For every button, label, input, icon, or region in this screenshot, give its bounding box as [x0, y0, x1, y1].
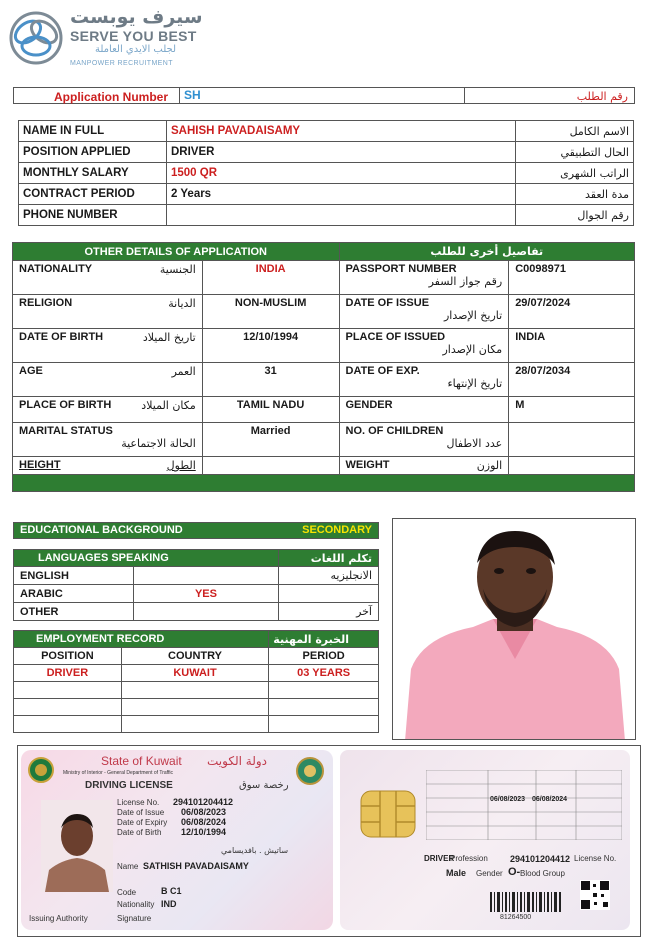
logo-english-name: SERVE YOU BEST [70, 28, 197, 44]
other-right-value: 29/07/2024 [509, 295, 635, 329]
other-left-value: TAMIL NADU [202, 397, 339, 423]
employment-title-ar: الخبرة المهنية [269, 631, 379, 648]
other-details-row [13, 261, 635, 295]
employment-title: EMPLOYMENT RECORD [14, 631, 269, 648]
employment-cell [14, 699, 122, 716]
personal-value: 2 Years [167, 184, 516, 205]
back-issue-value: 06/08/2023 [490, 796, 526, 803]
other-left-label-en: MARITAL STATUS [19, 425, 113, 437]
personal-label: PHONE NUMBER [19, 205, 167, 226]
education-bar [13, 522, 379, 539]
back-profession-value: DRIVER [424, 854, 455, 863]
language-value [133, 567, 278, 585]
personal-label-ar: الاسم الكامل [516, 121, 634, 142]
languages-title-ar: تكلم اللغات [279, 550, 379, 567]
employment-header-row [14, 648, 379, 665]
other-left-value: Married [202, 423, 339, 457]
personal-label: MONTHLY SALARY [19, 163, 167, 184]
other-right-value: M [509, 397, 635, 423]
other-right-label-en: NO. OF CHILDREN [345, 425, 444, 437]
other-left-label-ar: الحالة الاجتماعية [121, 437, 196, 450]
personal-label: NAME IN FULL [19, 121, 167, 142]
other-details-footer [13, 475, 635, 492]
logo-arabic-name: سيرف يوبست [70, 6, 203, 28]
other-left-value [202, 457, 339, 475]
other-left-label [13, 261, 203, 295]
license-nationality-label: Nationality [117, 900, 155, 909]
license-nationality-value: IND [161, 899, 177, 909]
employment-table [13, 630, 379, 733]
license-ministry: Ministry of Interior - General Department of Traffic [63, 770, 173, 776]
license-code-label: Code [117, 888, 137, 897]
license-name-value: SATHISH PAVADAISAMY [143, 861, 249, 871]
other-left-label-ar: تاريخ الميلاد [142, 331, 196, 344]
personal-info-table [18, 120, 634, 226]
personal-row [19, 205, 634, 226]
personal-label: POSITION APPLIED [19, 142, 167, 163]
other-left-label-ar: الديانة [168, 297, 196, 310]
applicant-photo [392, 518, 636, 740]
personal-label-ar: مدة العقد [516, 184, 634, 205]
back-blood-label: Blood Group [520, 869, 565, 878]
other-right-value: INDIA [509, 329, 635, 363]
license-issue-label: Date of Issue [117, 808, 165, 817]
other-left-label-ar: العمر [171, 365, 196, 378]
application-number-label-ar: رقم الطلب [576, 90, 628, 103]
driving-license-front [21, 750, 333, 930]
language-name-ar: الانجليزيه [279, 567, 379, 585]
personal-value: SAHISH PAVADAISAMY [167, 121, 516, 142]
other-right-label-en: WEIGHT [345, 459, 390, 471]
other-details-row [13, 329, 635, 363]
other-right-label-ar: مكان الإصدار [442, 343, 503, 356]
education-value: SECONDARY [212, 523, 378, 538]
employment-cell: KUWAIT [121, 665, 269, 682]
personal-label-ar: الراتب الشهرى [516, 163, 634, 184]
employment-row [14, 682, 379, 699]
employment-column-header: POSITION [14, 648, 122, 665]
other-right-label [339, 397, 509, 423]
license-signature: Signature [117, 914, 152, 923]
license-holder-photo [41, 800, 113, 892]
personal-value [167, 205, 516, 226]
employment-cell [14, 716, 122, 733]
license-issue-value: 06/08/2023 [181, 807, 227, 817]
back-license-label: License No. [574, 854, 617, 863]
back-gender-label: Gender [476, 869, 503, 878]
other-left-label [13, 397, 203, 423]
other-right-label [339, 457, 509, 475]
personal-row [19, 142, 634, 163]
other-left-label [13, 423, 203, 457]
employment-row [14, 699, 379, 716]
back-blood-value: O- [508, 866, 521, 878]
other-left-value: INDIA [202, 261, 339, 295]
chip-icon [360, 790, 416, 838]
back-gender-value: Male [446, 868, 467, 878]
barcode-icon [490, 892, 564, 912]
employment-cell [121, 716, 269, 733]
license-authority: Issuing Authority [29, 914, 88, 923]
personal-row [19, 184, 634, 205]
other-left-label [13, 329, 203, 363]
other-details-row [13, 295, 635, 329]
language-name-ar: آخر [279, 603, 379, 621]
other-left-label-en: DATE OF BIRTH [19, 331, 104, 343]
license-code-value: B C1 [161, 886, 182, 896]
languages-title: LANGUAGES SPEAKING [14, 550, 279, 567]
license-title-ar: رخصة سوق [239, 780, 289, 791]
back-license-no: 294101204412 [510, 854, 571, 864]
other-right-label [339, 363, 509, 397]
other-right-label-ar: الوزن [476, 459, 503, 472]
other-right-label-ar: تاريخ الإصدار [443, 309, 503, 322]
application-number-value: SH [179, 88, 465, 103]
employment-cell [269, 716, 379, 733]
language-row [14, 567, 379, 585]
other-right-value: 28/07/2034 [509, 363, 635, 397]
license-no-value: 294101204412 [173, 797, 234, 807]
other-right-label [339, 329, 509, 363]
other-left-value: NON-MUSLIM [202, 295, 339, 329]
applicant-photo-image [393, 519, 636, 740]
logo-english-tagline: MANPOWER RECRUITMENT [70, 60, 173, 67]
employment-cell [269, 699, 379, 716]
other-left-label-ar: الطول [166, 459, 196, 472]
language-value: YES [133, 585, 278, 603]
personal-value: 1500 QR [167, 163, 516, 184]
back-expiry-value: 06/08/2024 [532, 796, 568, 803]
other-details-title: OTHER DETAILS OF APPLICATION [13, 243, 340, 261]
other-right-label-en: DATE OF EXP. [345, 365, 420, 377]
employment-cell [269, 682, 379, 699]
other-right-label-en: PLACE OF ISSUED [345, 331, 446, 343]
license-expiry-value: 06/08/2024 [181, 817, 227, 827]
personal-row [19, 121, 634, 142]
license-name-ar: ساتيش . بافديسامي [221, 846, 289, 855]
license-no-label: License No. [117, 798, 160, 807]
language-name: OTHER [14, 603, 134, 621]
personal-label-ar: رقم الجوال [516, 205, 634, 226]
other-right-label-ar: رقم جواز السفر [428, 275, 503, 288]
application-number-bar [13, 87, 635, 104]
personal-label-ar: الحال التطبيقي [516, 142, 634, 163]
logo-arabic-tagline: لجلب الايدي العاملة [95, 44, 177, 55]
employment-cell: DRIVER [14, 665, 122, 682]
other-left-label-en: NATIONALITY [19, 263, 93, 275]
company-logo-icon [8, 10, 64, 66]
other-left-value: 31 [202, 363, 339, 397]
other-left-label [13, 295, 203, 329]
other-left-label [13, 363, 203, 397]
personal-row [19, 163, 634, 184]
employment-cell [121, 699, 269, 716]
employment-cell: 03 YEARS [269, 665, 379, 682]
other-right-value [509, 457, 635, 475]
other-left-label-ar: مكان الميلاد [141, 399, 196, 412]
other-right-label [339, 261, 509, 295]
employment-cell [121, 682, 269, 699]
language-name-ar [279, 585, 379, 603]
other-left-label-en: RELIGION [19, 297, 73, 309]
traffic-emblem-icon [295, 756, 325, 786]
license-title-en: DRIVING LICENSE [85, 780, 173, 791]
other-right-label [339, 295, 509, 329]
other-left-value: 12/10/1994 [202, 329, 339, 363]
other-right-label-ar: تاريخ الإنتهاء [447, 377, 503, 390]
other-details-footer-bar [13, 475, 635, 492]
languages-table [13, 549, 379, 621]
qr-code-icon [580, 880, 610, 910]
license-state-ar: دولة الكويت [207, 754, 267, 768]
language-row [14, 585, 379, 603]
employment-column-header: COUNTRY [121, 648, 269, 665]
other-right-label-en: GENDER [345, 399, 393, 411]
license-category-grid [426, 770, 622, 840]
language-name: ARABIC [14, 585, 134, 603]
back-profession-label: Profession [450, 854, 488, 863]
other-right-value: C0098971 [509, 261, 635, 295]
application-number-label: Application Number [54, 90, 169, 104]
other-right-label [339, 423, 509, 457]
other-right-label-ar: عدد الاطفال [446, 437, 503, 450]
other-details-row [13, 397, 635, 423]
language-value [133, 603, 278, 621]
employment-column-header: PERIOD [269, 648, 379, 665]
license-expiry-label: Date of Expiry [117, 818, 168, 827]
other-details-title-ar: تفاصيل أخرى للطلب [339, 243, 635, 261]
other-left-label-en: PLACE OF BIRTH [19, 399, 112, 411]
back-barcode-number: 81264500 [500, 914, 532, 921]
personal-label: CONTRACT PERIOD [19, 184, 167, 205]
employment-cell [14, 682, 122, 699]
other-right-label-en: DATE OF ISSUE [345, 297, 430, 309]
license-name-label: Name [117, 862, 139, 871]
other-right-label-en: PASSPORT NUMBER [345, 263, 457, 275]
kuwait-emblem-icon [27, 756, 55, 784]
other-right-value [509, 423, 635, 457]
driving-license-back [340, 750, 630, 930]
other-details-row [13, 423, 635, 457]
employment-row [14, 716, 379, 733]
language-name: ENGLISH [14, 567, 134, 585]
education-label: EDUCATIONAL BACKGROUND [14, 523, 212, 538]
other-left-label [13, 457, 203, 475]
other-details-row [13, 457, 635, 475]
other-details-header [13, 243, 635, 261]
other-left-label-en: AGE [19, 365, 43, 377]
language-row [14, 603, 379, 621]
other-details-table [12, 242, 635, 492]
license-birth-label: Date of Birth [117, 828, 162, 837]
other-left-label-ar: الجنسية [159, 263, 196, 276]
license-birth-value: 12/10/1994 [181, 827, 227, 837]
other-left-label-en: HEIGHT [19, 459, 61, 471]
other-details-row [13, 363, 635, 397]
employment-row [14, 665, 379, 682]
personal-value: DRIVER [167, 142, 516, 163]
license-state-en: State of Kuwait [101, 754, 182, 768]
